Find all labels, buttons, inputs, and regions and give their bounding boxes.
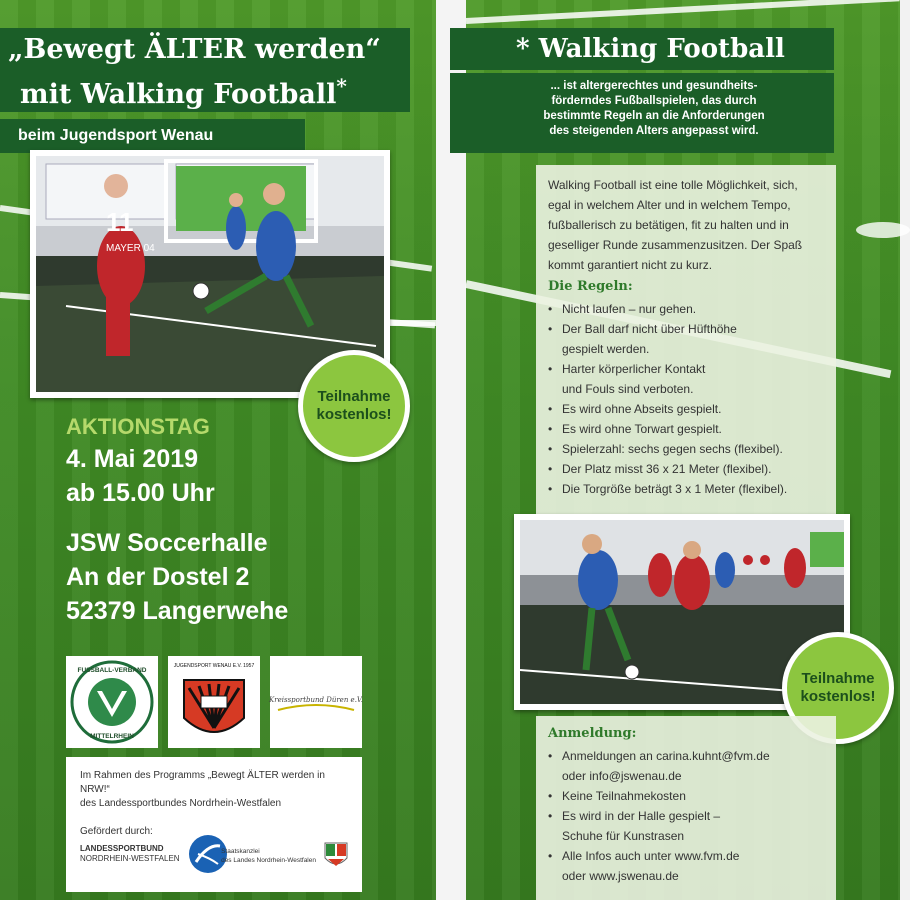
rule-item: • Es wird ohne Abseits gespielt.: [548, 399, 824, 419]
description-line: egal in welchem Alter und in welchem Tempo,: [548, 198, 791, 212]
field-line: [466, 0, 900, 24]
badge-line-2: kostenlos!: [800, 688, 876, 705]
description-line: kommt garantiert nicht zu kurz.: [548, 258, 713, 272]
event-date: 4. Mai 2019: [66, 445, 199, 473]
rule-item: • Der Ball darf nicht über Hüfthöhe gespielt werden.: [548, 319, 824, 359]
left-flyer-panel: [0, 0, 436, 900]
event-street: An der Dostel 2: [66, 563, 250, 591]
stk-line-1: Staatskanzlei: [221, 848, 260, 855]
subheadline: beim Jugendsport Wenau: [18, 127, 214, 144]
event-label: AKTIONSTAG: [66, 414, 210, 439]
jsw-shield-icon: [173, 658, 255, 746]
registration-item: • Anmeldungen an carina.kuhnt@fvm.de oder info@jswenau.de: [548, 746, 824, 786]
headline-line-2: mit Walking Football: [20, 79, 337, 110]
headline-asterisk: *: [336, 74, 347, 98]
badge-line-2: kostenlos!: [316, 406, 392, 423]
program-line-2: des Landessportbundes Nordrhein-Westfalen: [80, 798, 282, 809]
event-city: 52379 Langerwehe: [66, 597, 289, 625]
stk-line-2: des Landes Nordrhein-Westfalen: [221, 857, 316, 864]
jersey-name: MAYER 04: [106, 243, 155, 254]
right-flyer-panel: [466, 0, 900, 900]
rule-item: • Die Torgröße beträgt 3 x 1 Meter (flexibel).: [548, 479, 824, 499]
rules-heading: Die Regeln:: [548, 279, 633, 294]
registration-box: [536, 716, 836, 900]
registration-item: • Es wird in der Halle gespielt – Schuhe für Kunstrasen: [548, 806, 824, 846]
registration-list: [548, 746, 824, 886]
program-info-box: [66, 757, 362, 892]
ksb-name-text: Kreissportbund Düren e.V.: [269, 696, 363, 704]
headline-line-2-wrap: [8, 68, 410, 113]
event-details: [66, 414, 288, 628]
registration-item: • Alle Infos auch unter www.fvm.de oder www.jswenau.de: [548, 846, 824, 886]
badge-line-1: Teilnahme: [317, 388, 391, 405]
description-line: Walking Football ist eine tolle Möglichkeit, sich,: [548, 178, 798, 192]
intro-line: ... ist altergerechtes und gesundheits-: [550, 80, 758, 92]
jersey-number: 11: [106, 207, 134, 237]
intro-line: des steigenden Alters angepasst wird.: [549, 125, 759, 137]
fvm-logo: [66, 656, 158, 748]
program-line-1: Im Rahmen des Programms „Bewegt ÄLTER werden in NRW!“: [80, 770, 325, 795]
subheadline-bar: [0, 119, 305, 153]
description-line: fußballerisch zu betätigen, fit zu halten und in: [548, 218, 789, 232]
ksb-wordmark-icon: [269, 672, 363, 732]
registration-item: • Keine Teilnahmekosten: [548, 786, 824, 806]
rule-item: • Spielerzahl: sechs gegen sechs (flexibel).: [548, 439, 824, 459]
fvm-top-text: FUSSBALL-VERBAND: [77, 667, 147, 674]
nrw-coat-of-arms-icon: [324, 842, 348, 870]
rules-text-box: [536, 165, 836, 515]
rule-item: • Nicht laufen – nur gehen.: [548, 299, 824, 319]
intro-line: bestimmte Regeln an die Anforderungen: [543, 110, 765, 122]
free-participation-badge-left: [298, 350, 410, 462]
intro-line: förderndes Fußballspielen, das durch: [551, 95, 757, 107]
lsb-line-2: NORDRHEIN-WESTFALEN: [80, 854, 180, 863]
field-marking: [856, 222, 910, 238]
ksb-logo: [270, 656, 362, 748]
headline-bar: [0, 28, 410, 112]
registration-heading: Anmeldung:: [548, 726, 637, 741]
event-time: ab 15.00 Uhr: [66, 479, 215, 507]
event-venue: JSW Soccerhalle: [66, 529, 268, 557]
rule-item: • Es wird ohne Torwart gespielt.: [548, 419, 824, 439]
walking-football-title-bar: [450, 28, 834, 70]
funded-by-label: Gefördert durch:: [80, 826, 153, 837]
rule-item: • Harter körperlicher Kontakt und Fouls sind verboten.: [548, 359, 824, 399]
description-line: geselliger Runde zusammenzusitzen. Der Spaß: [548, 238, 803, 252]
lsb-logo: [80, 834, 228, 874]
headline-line-1: „Bewegt ÄLTER werden“: [8, 34, 381, 65]
walking-football-title: * Walking Football: [516, 34, 785, 64]
staatskanzlei-logo: [221, 842, 348, 870]
jsw-logo: [168, 656, 260, 748]
jsw-name-text: JUGENDSPORT WENAU E.V. 1957: [173, 663, 255, 669]
intro-bar: [450, 73, 834, 153]
fvm-emblem-icon: [69, 659, 155, 745]
lsb-line-1: LANDESSPORTBUND: [80, 844, 164, 853]
rule-item: • Der Platz misst 36 x 21 Meter (flexibel).: [548, 459, 824, 479]
badge-line-1: Teilnahme: [801, 670, 875, 687]
fvm-bottom-text: MITTELRHEIN: [90, 733, 134, 740]
rules-list: [548, 299, 824, 499]
